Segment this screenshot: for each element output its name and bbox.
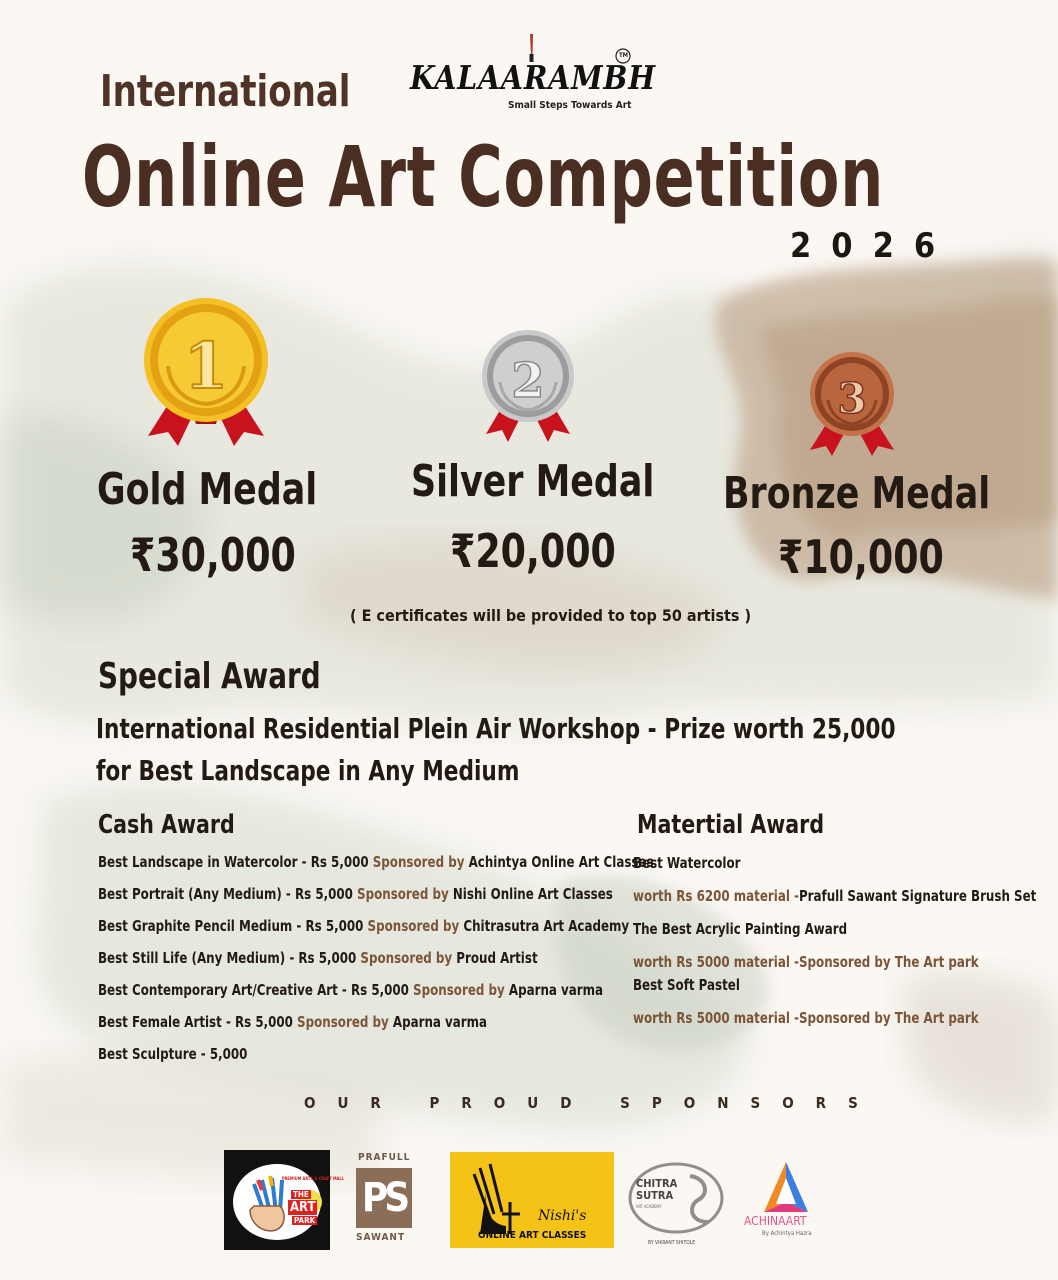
silver-medal-label: Silver Medal bbox=[411, 456, 655, 507]
bronze-medal-icon bbox=[804, 352, 900, 456]
title-international: International bbox=[100, 66, 351, 117]
chitrasutra-line2: SUTRA bbox=[636, 1189, 674, 1202]
sponsor-logo-chitrasutra bbox=[628, 1160, 728, 1250]
cash-award-item: Best Contemporary Art/Creative Art - Rs 5,000 Sponsored by Aparna varma bbox=[98, 981, 604, 999]
logo-tagline: Small Steps Towards Art bbox=[508, 100, 632, 111]
art-park-line2: ART bbox=[290, 1200, 316, 1215]
material-award-title: Matertial Award bbox=[637, 810, 825, 840]
cash-award-item: Best Still Life (Any Medium) - Rs 5,000 Sponsored by Proud Artist bbox=[98, 949, 538, 967]
achinaart-name: ACHINAART bbox=[744, 1214, 807, 1228]
chitrasutra-byline: BY VIKRANT SHITOLE bbox=[648, 1240, 696, 1246]
prafull-mark: PS bbox=[356, 1168, 412, 1228]
prafull-bottom: SAWANT bbox=[356, 1232, 406, 1243]
cash-award-title: Cash Award bbox=[98, 810, 235, 840]
prafull-top: PRAFULL bbox=[358, 1152, 411, 1163]
title-main: Online Art Competition bbox=[82, 128, 885, 226]
gold-rank: 1 bbox=[183, 329, 229, 404]
cash-award-item: Best Sculpture - 5,000 bbox=[98, 1045, 248, 1063]
silver-medal-prize: ₹20,000 bbox=[450, 524, 616, 578]
material-award-line: worth Rs 5000 material -Sponsored by The Art park bbox=[633, 953, 979, 971]
nishi-caption: ONLINE ART CLASSES bbox=[478, 1230, 587, 1241]
sponsors-title: OUR PROUD SPONSORS bbox=[304, 1094, 880, 1112]
trademark-mark: TM bbox=[619, 52, 629, 59]
cash-award-item: Best Graphite Pencil Medium - Rs 5,000 Sponsored by Chitrasutra Art Academy bbox=[98, 917, 630, 935]
sponsor-logo-nishi bbox=[450, 1152, 614, 1248]
art-park-tagline: PREMIUM ARTS & CRAFT MALL bbox=[282, 1176, 344, 1181]
cash-award-item: Best Portrait (Any Medium) - Rs 5,000 Sponsored by Nishi Online Art Classes bbox=[98, 885, 613, 903]
year: 2026 bbox=[790, 226, 956, 266]
art-park-line1: THE bbox=[293, 1190, 309, 1199]
cash-award-item: Best Landscape in Watercolor - Rs 5,000 Sponsored by Achintya Online Art Classes bbox=[98, 853, 654, 871]
special-award-title: Special Award bbox=[98, 656, 321, 697]
logo-name: KALAARAMBH bbox=[410, 58, 656, 97]
silver-medal-icon bbox=[478, 330, 578, 442]
bronze-medal-label: Bronze Medal bbox=[723, 468, 991, 519]
nishi-script: Nishi's bbox=[538, 1208, 587, 1224]
material-award-line: Best Watercolor bbox=[633, 854, 741, 872]
bronze-rank: 3 bbox=[837, 374, 867, 423]
material-award-line: Best Soft Pastel bbox=[633, 976, 740, 994]
silver-rank: 2 bbox=[511, 353, 545, 409]
material-award-line: The Best Acrylic Painting Award bbox=[633, 920, 848, 938]
chitrasutra-line3: ART ACADEMY bbox=[636, 1204, 662, 1209]
gold-medal-prize: ₹30,000 bbox=[130, 528, 296, 582]
gold-medal-label: Gold Medal bbox=[97, 464, 318, 515]
sponsor-logo-prafull-sawant bbox=[354, 1152, 414, 1246]
certificate-note: ( E certificates will be provided to top 50 artists ) bbox=[350, 606, 752, 625]
triangle-logo-icon bbox=[742, 1158, 832, 1218]
sponsor-logo-the-art-park bbox=[224, 1150, 344, 1250]
sponsor-logo-achinaart bbox=[742, 1158, 832, 1248]
cash-award-item: Best Female Artist - Rs 5,000 Sponsored by Aparna varma bbox=[98, 1013, 488, 1031]
chitrasutra-line1: CHITRA bbox=[636, 1177, 678, 1190]
bronze-medal-prize: ₹10,000 bbox=[778, 530, 944, 584]
gold-medal-icon bbox=[136, 296, 276, 446]
special-award-line1: International Residential Plein Air Workshop - Prize worth 25,000 bbox=[96, 712, 896, 745]
achinaart-byline: By Achintya Hazra bbox=[762, 1230, 812, 1237]
material-award-line: worth Rs 6200 material -Prafull Sawant Signature Brush Set bbox=[633, 887, 1037, 905]
special-award-line2: for Best Landscape in Any Medium bbox=[96, 754, 520, 787]
art-park-line3: PARK bbox=[294, 1216, 316, 1225]
material-award-line: worth Rs 5000 material -Sponsored by The Art park bbox=[633, 1009, 979, 1027]
